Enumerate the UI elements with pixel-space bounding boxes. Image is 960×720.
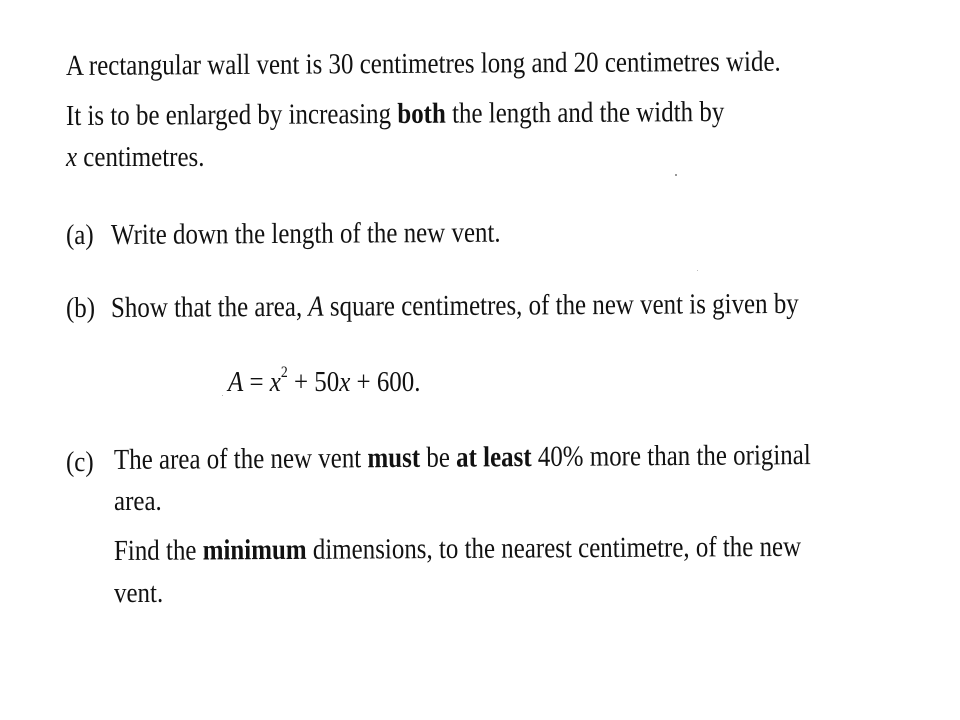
equation-x-squared: x — [269, 366, 281, 398]
part-c-text-1a: The area of the new vent — [113, 442, 368, 476]
equation-x: x — [339, 366, 351, 398]
equation-constant: + 600. — [350, 366, 421, 398]
part-a-question — [111, 217, 501, 252]
part-c-label-text: (c) — [66, 446, 94, 478]
scan-speck — [697, 270, 698, 271]
intro-text-2a: It is to be enlarged by increasing — [65, 97, 398, 132]
intro-line-3 — [66, 141, 205, 174]
equation-lhs: A — [228, 366, 244, 398]
part-c-text-1b: be — [420, 441, 457, 474]
part-c-line-1 — [114, 439, 811, 477]
scan-speck — [675, 174, 677, 176]
part-a-label — [66, 219, 94, 252]
intro-line-1 — [66, 46, 781, 83]
variable-a: A — [308, 290, 324, 323]
part-c-text-1c: 40% more than the original — [531, 439, 811, 474]
part-c-line-2 — [114, 485, 162, 518]
part-b-text-2: square centimetres, of the new vent is given by — [323, 287, 799, 323]
part-c-line-4 — [114, 577, 163, 610]
part-c-bold-must: must — [367, 441, 421, 475]
part-b-label-text: (b) — [66, 292, 96, 324]
equation-term-50: + 50 — [287, 366, 340, 398]
intro-text-1: A rectangular wall vent is 30 centimetres long and 20 centimetres wide. — [65, 45, 781, 82]
part-b-text-1: Show that the area, — [110, 290, 309, 324]
part-b-label — [66, 292, 95, 325]
part-c-text-3a: Find the — [113, 534, 203, 567]
equation-exponent: 2 — [280, 364, 288, 381]
scan-speck — [222, 395, 223, 396]
intro-line-2 — [66, 96, 724, 133]
part-c-line-3 — [114, 531, 801, 568]
area-equation — [228, 366, 420, 399]
part-c-label — [66, 446, 94, 479]
part-c-text-3b: dimensions, to the nearest centimetre, of the new — [306, 530, 802, 566]
part-c-bold-minimum: minimum — [202, 533, 307, 567]
part-c-text-2: area. — [114, 485, 162, 517]
variable-x: x — [66, 141, 78, 173]
part-a-text: Write down the length of the new vent. — [110, 216, 501, 251]
part-c-text-4: vent. — [114, 577, 164, 609]
intro-text-2b: the length and the width by — [445, 95, 725, 130]
part-a-label-text: (a) — [66, 219, 94, 251]
part-b-question — [111, 288, 799, 325]
equation-equals: = — [243, 366, 270, 398]
part-c-bold-at-least: at least — [456, 441, 532, 474]
intro-bold-both: both — [397, 97, 446, 130]
intro-text-3: centimetres. — [77, 141, 205, 173]
